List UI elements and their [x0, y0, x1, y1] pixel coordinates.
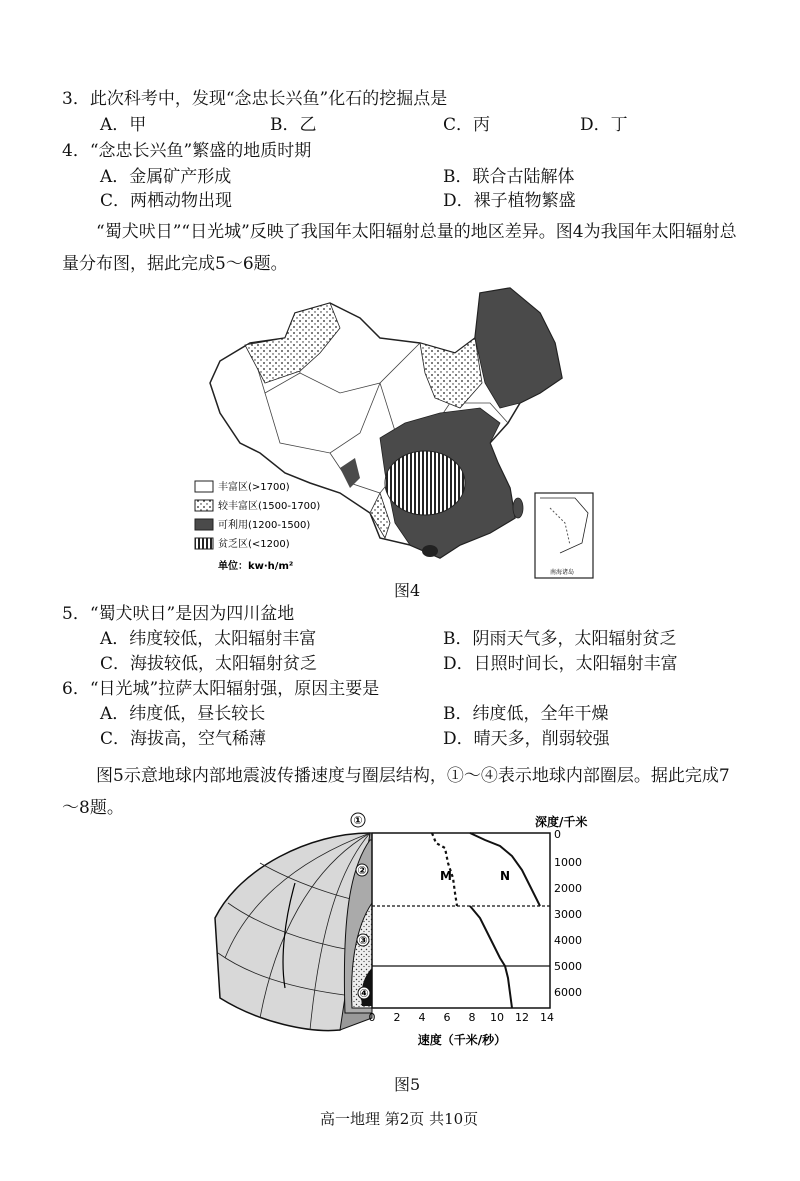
q5-option-c: C．海拔较低，太阳辐射贫乏 — [100, 654, 318, 674]
map-legend — [195, 480, 320, 572]
q6-option-b: B．纬度低，全年干燥 — [443, 704, 609, 724]
wave-chart-frame — [372, 833, 550, 1008]
figure-4-caption: 图4 — [394, 581, 421, 600]
q5-option-d: D．日照时间长，太阳辐射丰富 — [443, 654, 678, 674]
q5-option-a: A．纬度较低，太阳辐射丰富 — [100, 629, 317, 649]
q4-option-b: B．联合古陆解体 — [443, 167, 575, 187]
q4-option-d: D．裸子植物繁盛 — [443, 191, 576, 211]
question-4-stem: 4．“念忠长兴鱼”繁盛的地质时期 — [62, 141, 312, 161]
figure-5-caption: 图5 — [394, 1075, 421, 1094]
depth-tick: 2000 — [554, 882, 582, 895]
depth-tick: 1000 — [554, 856, 582, 869]
speed-tick: 6 — [443, 1011, 451, 1024]
layer-1-label: ① — [353, 814, 363, 827]
wave-n-label: N — [500, 869, 511, 883]
layer-2-label: ② — [357, 864, 367, 877]
question-6-stem: 6．“日光城”拉萨太阳辐射强，原因主要是 — [62, 679, 380, 699]
page-footer: 高一地理 第2页 共10页 — [320, 1110, 479, 1128]
q3-option-d: D．丁 — [580, 115, 628, 135]
earth-interior-figure — [200, 808, 600, 1053]
solar-radiation-map — [190, 283, 610, 583]
depth-tick: 3000 — [554, 908, 582, 921]
speed-tick: 8 — [468, 1011, 476, 1024]
legend-poor: 贫乏区(<1200) — [218, 539, 290, 550]
legend-relatively-abundant: 较丰富区(1500-1700) — [218, 501, 321, 512]
layer-3-label: ③ — [358, 934, 368, 947]
speed-tick: 0 — [368, 1011, 376, 1024]
speed-axis-title: 速度（千米/秒） — [417, 1033, 507, 1047]
question-5-stem: 5．“蜀犬吠日”是因为四川盆地 — [62, 604, 295, 624]
q6-option-a: A．纬度低，昼长较长 — [100, 704, 266, 724]
depth-ticks — [554, 828, 582, 999]
legend-usable: 可利用(1200-1500) — [218, 520, 311, 531]
inset-label: 南海诸岛 — [549, 569, 575, 576]
question-3-stem: 3．此次科考中，发现“念忠长兴鱼”化石的挖掘点是 — [62, 89, 448, 109]
legend-abundant: 丰富区(>1700) — [218, 482, 290, 493]
intro-paragraph-fig5: 图5示意地球内部地震波传播速度与圈层结构，①～④表示地球内部圈层。据此完成7～8题。 — [62, 766, 730, 818]
q5-option-b: B．阴雨天气多，太阳辐射贫乏 — [443, 629, 677, 649]
layer-4-label: ④ — [359, 987, 369, 1000]
depth-axis-title: 深度/千米 — [535, 815, 588, 829]
depth-tick: 5000 — [554, 960, 582, 973]
speed-tick: 10 — [490, 1011, 504, 1024]
q3-option-b: B．乙 — [270, 115, 317, 135]
speed-tick: 14 — [540, 1011, 554, 1024]
wave-m-label: M — [440, 869, 452, 883]
speed-tick: 12 — [515, 1011, 529, 1024]
q3-option-c: C．丙 — [443, 115, 491, 135]
depth-tick: 0 — [554, 828, 561, 841]
speed-tick: 2 — [393, 1011, 401, 1024]
q3-option-a: A．甲 — [100, 115, 147, 135]
q6-option-c: C．海拔高，空气稀薄 — [100, 729, 267, 749]
q6-option-d: D．晴天多，削弱较强 — [443, 729, 610, 749]
depth-tick: 4000 — [554, 934, 582, 947]
depth-tick: 6000 — [554, 986, 582, 999]
speed-tick: 4 — [418, 1011, 426, 1024]
speed-ticks — [369, 1011, 555, 1024]
intro-paragraph-fig4: “蜀犬吠日”“日光城”反映了我国年太阳辐射总量的地区差异。图4为我国年太阳辐射总量分布图，据此完成5～6题。 — [62, 222, 737, 274]
map-unit: 单位：kw·h/m² — [218, 561, 294, 572]
q4-option-c: C．两栖动物出现 — [100, 191, 233, 211]
q4-option-a: A．金属矿产形成 — [100, 167, 232, 187]
